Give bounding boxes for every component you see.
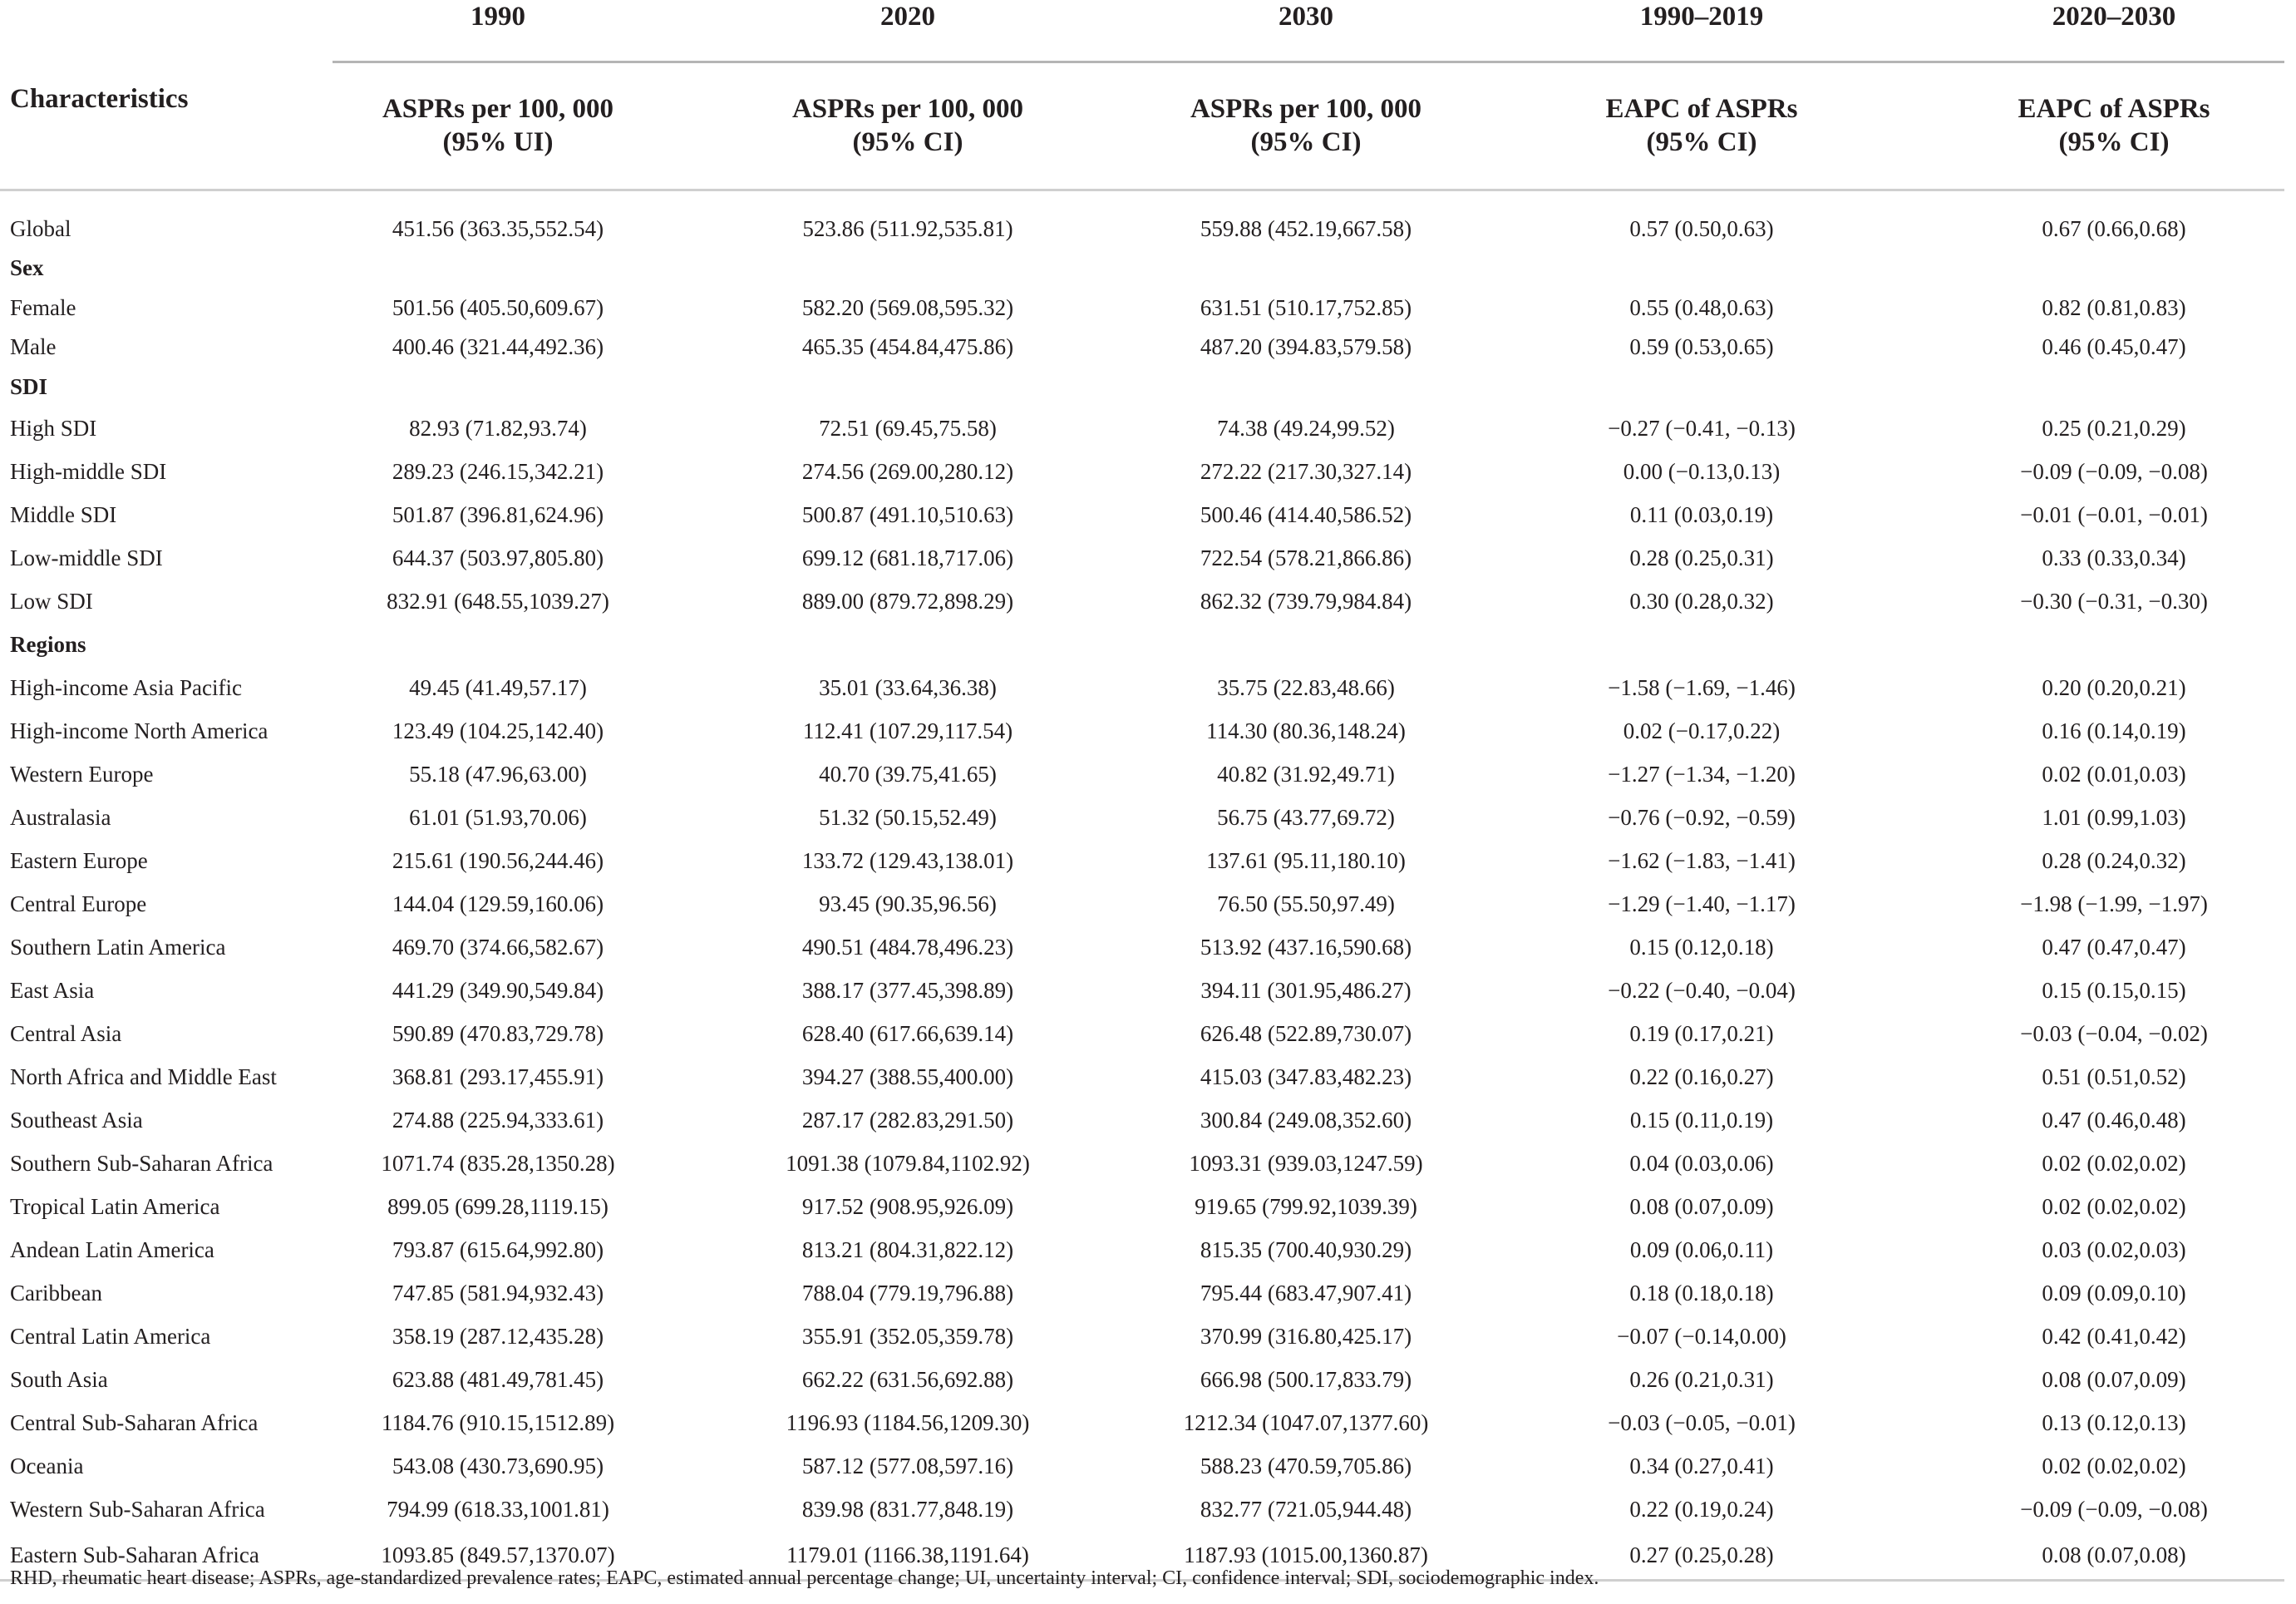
value-cell: −0.09 (−0.09, −0.08) bbox=[2020, 458, 2208, 484]
table-row bbox=[0, 210, 2284, 249]
value-cell: 0.02 (0.01,0.03) bbox=[2042, 761, 2186, 787]
value-cell bbox=[1460, 368, 1944, 407]
row-label: Middle SDI bbox=[10, 501, 117, 527]
value-cell: 451.56 (363.35,552.54) bbox=[392, 215, 604, 241]
value-cell bbox=[663, 623, 1152, 666]
value-cell: 501.56 (405.50,609.67) bbox=[392, 294, 604, 320]
value-cell bbox=[663, 368, 1152, 407]
value-cell: 300.84 (249.08,352.60) bbox=[1200, 1107, 1412, 1133]
value-cell: 559.88 (452.19,667.58) bbox=[1200, 215, 1412, 241]
value-cell: 0.46 (0.45,0.47) bbox=[2042, 334, 2186, 360]
row-label: Oceania bbox=[10, 1453, 84, 1478]
value-cell: 0.03 (0.02,0.03) bbox=[2042, 1236, 2186, 1262]
value-cell: −0.27 (−0.41, −0.13) bbox=[1608, 415, 1796, 441]
value-cell: −1.58 (−1.69, −1.46) bbox=[1608, 674, 1796, 700]
value-cell: 0.26 (0.21,0.31) bbox=[1629, 1366, 1774, 1392]
value-cell: 0.47 (0.46,0.48) bbox=[2042, 1107, 2186, 1133]
row-label: Central Latin America bbox=[10, 1323, 211, 1349]
column-header-line1: ASPRs per 100, 000 bbox=[1190, 94, 1422, 125]
value-cell: 112.41 (107.29,117.54) bbox=[802, 718, 1013, 743]
column-header-line1: EAPC of ASPRs bbox=[1605, 94, 1798, 125]
value-cell: 0.02 (0.02,0.02) bbox=[2042, 1150, 2186, 1176]
table-row bbox=[0, 580, 2284, 623]
table-row bbox=[0, 839, 2284, 882]
value-cell: 0.22 (0.16,0.27) bbox=[1629, 1064, 1774, 1089]
table-row bbox=[0, 289, 2284, 328]
value-cell bbox=[333, 249, 663, 289]
row-label: Andean Latin America bbox=[10, 1236, 214, 1262]
section-label: Regions bbox=[10, 631, 86, 657]
value-cell: 0.13 (0.12,0.13) bbox=[2042, 1409, 2186, 1435]
value-cell: 793.87 (615.64,992.80) bbox=[392, 1236, 604, 1262]
value-cell: 917.52 (908.95,926.09) bbox=[801, 1193, 1014, 1219]
year-header-2020-2030: 2020–2030 bbox=[2052, 2, 2176, 32]
row-label: Central Asia bbox=[10, 1020, 122, 1046]
value-cell: 832.91 (648.55,1039.27) bbox=[387, 588, 609, 614]
value-cell: 0.19 (0.17,0.21) bbox=[1629, 1020, 1774, 1046]
value-cell bbox=[663, 249, 1152, 289]
value-cell: 0.25 (0.21,0.29) bbox=[2042, 415, 2186, 441]
table-row bbox=[0, 753, 2284, 796]
column-header bbox=[333, 62, 663, 190]
value-cell: 0.04 (0.03,0.06) bbox=[1629, 1150, 1774, 1176]
value-cell: 388.17 (377.45,398.89) bbox=[801, 977, 1014, 1003]
table-row bbox=[0, 1098, 2284, 1142]
value-cell: −0.09 (−0.09, −0.08) bbox=[2020, 1496, 2208, 1522]
value-cell: −0.03 (−0.04, −0.02) bbox=[2020, 1020, 2208, 1046]
column-header-row bbox=[0, 62, 2284, 190]
row-label: Australasia bbox=[10, 804, 111, 830]
value-cell bbox=[1152, 623, 1460, 666]
value-cell: 501.87 (396.81,624.96) bbox=[392, 501, 604, 527]
value-cell: 287.17 (282.83,291.50) bbox=[801, 1107, 1014, 1133]
empty-header-cell bbox=[0, 0, 333, 40]
value-cell: 0.02 (−0.17,0.22) bbox=[1623, 718, 1781, 743]
value-cell: 795.44 (683.47,907.41) bbox=[1200, 1280, 1412, 1305]
value-cell: 61.01 (51.93,70.06) bbox=[409, 804, 587, 830]
value-cell: 72.51 (69.45,75.58) bbox=[819, 415, 997, 441]
value-cell: 358.19 (287.12,435.28) bbox=[392, 1323, 604, 1349]
value-cell: 144.04 (129.59,160.06) bbox=[392, 891, 604, 916]
value-cell: 370.99 (316.80,425.17) bbox=[1200, 1323, 1412, 1349]
value-cell: −0.07 (−0.14,0.00) bbox=[1617, 1323, 1786, 1349]
value-cell: 0.18 (0.18,0.18) bbox=[1629, 1280, 1774, 1305]
table-row bbox=[0, 493, 2284, 536]
year-header-2020: 2020 bbox=[880, 2, 935, 32]
value-cell: 49.45 (41.49,57.17) bbox=[409, 674, 587, 700]
value-cell: 813.21 (804.31,822.12) bbox=[801, 1236, 1014, 1262]
row-label: Western Europe bbox=[10, 761, 154, 787]
value-cell: 1187.93 (1015.00,1360.87) bbox=[1152, 1531, 1460, 1581]
row-label: High-income North America bbox=[10, 718, 269, 743]
value-cell: 0.55 (0.48,0.63) bbox=[1629, 294, 1774, 320]
value-cell: 0.08 (0.07,0.09) bbox=[1629, 1193, 1774, 1219]
value-cell: −1.98 (−1.99, −1.97) bbox=[2020, 891, 2208, 916]
value-cell: 274.56 (269.00,280.12) bbox=[801, 458, 1014, 484]
value-cell: 590.89 (470.83,729.78) bbox=[392, 1020, 604, 1046]
table-footnote: RHD, rheumatic heart disease; ASPRs, age-standardized prevalence rates; EAPC, estimated annual percentage change; UI, uncertainty interval; CI, confidence interval; SDI, sociodemographic index. bbox=[10, 1567, 1599, 1589]
value-cell bbox=[333, 623, 663, 666]
characteristics-header bbox=[0, 62, 333, 190]
value-cell: 628.40 (617.66,639.14) bbox=[801, 1020, 1014, 1046]
column-header bbox=[1152, 62, 1460, 190]
value-cell: 862.32 (739.79,984.84) bbox=[1200, 588, 1412, 614]
value-cell: 114.30 (80.36,148.24) bbox=[1206, 718, 1406, 743]
value-cell: 400.46 (321.44,492.36) bbox=[392, 334, 604, 360]
value-cell: 644.37 (503.97,805.80) bbox=[392, 545, 604, 570]
value-cell: 0.15 (0.15,0.15) bbox=[2042, 977, 2186, 1003]
value-cell: 0.08 (0.07,0.09) bbox=[2042, 1366, 2186, 1392]
value-cell: 0.47 (0.47,0.47) bbox=[2042, 934, 2186, 960]
section-header-row bbox=[0, 623, 2284, 666]
header-divider bbox=[0, 40, 2284, 62]
table-row bbox=[0, 407, 2284, 450]
column-header-line1: Characteristics bbox=[10, 83, 189, 114]
table-row bbox=[0, 1012, 2284, 1055]
table-row bbox=[0, 1271, 2284, 1315]
row-label: Global bbox=[10, 215, 71, 241]
value-cell: 0.42 (0.41,0.42) bbox=[2042, 1323, 2186, 1349]
row-label: Southeast Asia bbox=[10, 1107, 143, 1133]
value-cell: 0.11 (0.03,0.19) bbox=[1629, 501, 1774, 527]
value-cell: 137.61 (95.11,180.10) bbox=[1206, 847, 1406, 873]
row-label: Tropical Latin America bbox=[10, 1193, 220, 1219]
value-cell: 899.05 (699.28,1119.15) bbox=[387, 1193, 608, 1219]
row-label: Eastern Europe bbox=[10, 847, 148, 873]
value-cell: 0.27 (0.25,0.28) bbox=[1460, 1531, 1944, 1581]
value-cell: 0.59 (0.53,0.65) bbox=[1629, 334, 1774, 360]
value-cell: 55.18 (47.96,63.00) bbox=[409, 761, 587, 787]
year-header-row bbox=[0, 0, 2284, 40]
value-cell: 0.16 (0.14,0.19) bbox=[2042, 718, 2186, 743]
row-label: Female bbox=[10, 294, 76, 320]
value-cell: 0.02 (0.02,0.02) bbox=[2042, 1193, 2186, 1219]
value-cell: 355.91 (352.05,359.78) bbox=[801, 1323, 1014, 1349]
row-label: South Asia bbox=[10, 1366, 108, 1392]
value-cell: 788.04 (779.19,796.88) bbox=[801, 1280, 1014, 1305]
table-row bbox=[0, 328, 2284, 368]
value-cell: 0.51 (0.51,0.52) bbox=[2042, 1064, 2186, 1089]
column-header bbox=[1460, 62, 1944, 190]
value-cell: 441.29 (349.90,549.84) bbox=[392, 977, 604, 1003]
value-cell: 662.22 (631.56,692.88) bbox=[801, 1366, 1014, 1392]
value-cell: 1093.31 (939.03,1247.59) bbox=[1189, 1150, 1423, 1176]
table-row bbox=[0, 1488, 2284, 1531]
table-row bbox=[0, 1185, 2284, 1228]
value-cell: 0.00 (−0.13,0.13) bbox=[1623, 458, 1781, 484]
table-row bbox=[0, 1444, 2284, 1488]
row-label: Eastern Sub-Saharan Africa bbox=[0, 1531, 333, 1581]
column-header-line1: EAPC of ASPRs bbox=[2018, 94, 2210, 125]
value-cell: 51.32 (50.15,52.49) bbox=[819, 804, 997, 830]
table-row bbox=[0, 709, 2284, 753]
value-cell: 919.65 (799.92,1039.39) bbox=[1195, 1193, 1417, 1219]
value-cell: 0.33 (0.33,0.34) bbox=[2042, 545, 2186, 570]
value-cell: 35.01 (33.64,36.38) bbox=[819, 674, 997, 700]
value-cell: 490.51 (484.78,496.23) bbox=[801, 934, 1014, 960]
table-row bbox=[0, 666, 2284, 709]
value-cell bbox=[1944, 623, 2284, 666]
value-cell bbox=[1152, 368, 1460, 407]
value-cell: −1.27 (−1.34, −1.20) bbox=[1608, 761, 1796, 787]
value-cell: −1.29 (−1.40, −1.17) bbox=[1608, 891, 1796, 916]
value-cell: 0.02 (0.02,0.02) bbox=[2042, 1453, 2186, 1478]
value-cell: 1091.38 (1079.84,1102.92) bbox=[786, 1150, 1030, 1176]
value-cell: 272.22 (217.30,327.14) bbox=[1200, 458, 1412, 484]
value-cell: 1184.76 (910.15,1512.89) bbox=[381, 1409, 615, 1435]
section-label: Sex bbox=[10, 255, 44, 281]
table-row bbox=[0, 1142, 2284, 1185]
row-label: Central Europe bbox=[10, 891, 147, 916]
row-label: East Asia bbox=[10, 977, 95, 1003]
value-cell: 1.01 (0.99,1.03) bbox=[2042, 804, 2186, 830]
value-cell: 0.08 (0.07,0.08) bbox=[1944, 1531, 2284, 1581]
value-cell: 666.98 (500.17,833.79) bbox=[1200, 1366, 1412, 1392]
row-label: Low-middle SDI bbox=[10, 545, 163, 570]
column-header-line1: ASPRs per 100, 000 bbox=[382, 94, 614, 125]
value-cell: 274.88 (225.94,333.61) bbox=[392, 1107, 604, 1133]
table-row bbox=[0, 450, 2284, 493]
table-row bbox=[0, 1358, 2284, 1401]
table-body bbox=[0, 190, 2284, 1581]
table-row bbox=[0, 536, 2284, 580]
value-cell bbox=[1460, 249, 1944, 289]
row-label: Caribbean bbox=[10, 1280, 102, 1305]
value-cell: 747.85 (581.94,932.43) bbox=[392, 1280, 604, 1305]
value-cell: 56.75 (43.77,69.72) bbox=[1217, 804, 1395, 830]
value-cell: 722.54 (578.21,866.86) bbox=[1200, 545, 1412, 570]
value-cell bbox=[1944, 368, 2284, 407]
value-cell: 40.82 (31.92,49.71) bbox=[1217, 761, 1395, 787]
value-cell: 289.23 (246.15,342.21) bbox=[392, 458, 604, 484]
value-cell: −0.01 (−0.01, −0.01) bbox=[2020, 501, 2208, 527]
value-cell: 626.48 (522.89,730.07) bbox=[1200, 1020, 1412, 1046]
value-cell: 1093.85 (849.57,1370.07) bbox=[333, 1531, 663, 1581]
value-cell: 415.03 (347.83,482.23) bbox=[1200, 1064, 1412, 1089]
year-header-1990: 1990 bbox=[471, 2, 525, 32]
column-header-line2: (95% UI) bbox=[442, 127, 554, 158]
table-row bbox=[0, 1315, 2284, 1358]
value-cell: 0.34 (0.27,0.41) bbox=[1629, 1453, 1774, 1478]
table-row bbox=[0, 882, 2284, 925]
column-header bbox=[663, 62, 1152, 190]
table-row bbox=[0, 796, 2284, 839]
column-header-line2: (95% CI) bbox=[1250, 127, 1362, 158]
value-cell: 889.00 (879.72,898.29) bbox=[801, 588, 1014, 614]
table-row bbox=[0, 1401, 2284, 1444]
row-label: High SDI bbox=[10, 415, 97, 441]
value-cell: 35.75 (22.83,48.66) bbox=[1217, 674, 1395, 700]
value-cell: 500.87 (491.10,510.63) bbox=[801, 501, 1014, 527]
value-cell: 0.15 (0.11,0.19) bbox=[1629, 1107, 1774, 1133]
value-cell: 1179.01 (1166.38,1191.64) bbox=[663, 1531, 1152, 1581]
value-cell: 0.09 (0.09,0.10) bbox=[2042, 1280, 2186, 1305]
value-cell: 513.92 (437.16,590.68) bbox=[1200, 934, 1412, 960]
row-label: Southern Sub-Saharan Africa bbox=[10, 1150, 273, 1176]
value-cell: 588.23 (470.59,705.86) bbox=[1200, 1453, 1412, 1478]
value-cell: 631.51 (510.17,752.85) bbox=[1200, 294, 1412, 320]
value-cell: 123.49 (104.25,142.40) bbox=[392, 718, 604, 743]
column-header-line2: (95% CI) bbox=[1646, 127, 1757, 158]
value-cell: 93.45 (90.35,96.56) bbox=[819, 891, 997, 916]
value-cell: 0.57 (0.50,0.63) bbox=[1629, 215, 1774, 241]
row-label: North Africa and Middle East bbox=[10, 1064, 277, 1089]
value-cell: 623.88 (481.49,781.45) bbox=[392, 1366, 604, 1392]
value-cell: 0.20 (0.20,0.21) bbox=[2042, 674, 2186, 700]
value-cell: 76.50 (55.50,97.49) bbox=[1217, 891, 1395, 916]
value-cell: 815.35 (700.40,930.29) bbox=[1200, 1236, 1412, 1262]
value-cell: 587.12 (577.08,597.16) bbox=[801, 1453, 1014, 1478]
value-cell: 394.27 (388.55,400.00) bbox=[801, 1064, 1014, 1089]
value-cell: −0.76 (−0.92, −0.59) bbox=[1608, 804, 1796, 830]
row-label: Male bbox=[10, 334, 57, 360]
value-cell: −0.30 (−0.31, −0.30) bbox=[2020, 588, 2208, 614]
section-label: SDI bbox=[10, 373, 48, 399]
column-header bbox=[1944, 62, 2284, 190]
value-cell: 794.99 (618.33,1001.81) bbox=[387, 1496, 609, 1522]
table-row bbox=[0, 969, 2284, 1012]
value-cell: 699.12 (681.18,717.06) bbox=[801, 545, 1014, 570]
value-cell: −1.62 (−1.83, −1.41) bbox=[1608, 847, 1796, 873]
value-cell: 82.93 (71.82,93.74) bbox=[409, 415, 587, 441]
column-header-line1: ASPRs per 100, 000 bbox=[791, 94, 1024, 125]
row-label: Western Sub-Saharan Africa bbox=[10, 1496, 265, 1522]
value-cell: 839.98 (831.77,848.19) bbox=[801, 1496, 1014, 1522]
value-cell: 523.86 (511.92,535.81) bbox=[802, 215, 1013, 241]
value-cell: 832.77 (721.05,944.48) bbox=[1200, 1496, 1412, 1522]
value-cell: 0.67 (0.66,0.68) bbox=[2042, 215, 2186, 241]
value-cell: 133.72 (129.43,138.01) bbox=[801, 847, 1014, 873]
value-cell: 543.08 (430.73,690.95) bbox=[392, 1453, 604, 1478]
value-cell: 1196.93 (1184.56,1209.30) bbox=[786, 1409, 1030, 1435]
row-label: High-income Asia Pacific bbox=[10, 674, 242, 700]
value-cell bbox=[1152, 249, 1460, 289]
value-cell: 74.38 (49.24,99.52) bbox=[1217, 415, 1395, 441]
value-cell: 469.70 (374.66,582.67) bbox=[392, 934, 604, 960]
column-header-line2: (95% CI) bbox=[2058, 127, 2170, 158]
row-label: Central Sub-Saharan Africa bbox=[10, 1409, 259, 1435]
value-cell: 487.20 (394.83,579.58) bbox=[1200, 334, 1412, 360]
section-header-row bbox=[0, 368, 2284, 407]
value-cell: 500.46 (414.40,586.52) bbox=[1200, 501, 1412, 527]
table-row bbox=[0, 1055, 2284, 1098]
column-header-line2: (95% CI) bbox=[852, 127, 963, 158]
value-cell: 465.35 (454.84,475.86) bbox=[801, 334, 1014, 360]
value-cell: −0.22 (−0.40, −0.04) bbox=[1608, 977, 1796, 1003]
year-header-2030: 2030 bbox=[1279, 2, 1333, 32]
table-row bbox=[0, 925, 2284, 969]
value-cell: 0.28 (0.24,0.32) bbox=[2042, 847, 2186, 873]
value-cell: 0.82 (0.81,0.83) bbox=[2042, 294, 2186, 320]
value-cell: 215.61 (190.56,244.46) bbox=[392, 847, 604, 873]
year-header-1990-2019: 1990–2019 bbox=[1639, 2, 1764, 32]
value-cell: 582.20 (569.08,595.32) bbox=[801, 294, 1014, 320]
value-cell: 0.09 (0.06,0.11) bbox=[1629, 1236, 1774, 1262]
row-label: Southern Latin America bbox=[10, 934, 226, 960]
section-header-row bbox=[0, 249, 2284, 289]
row-label: High-middle SDI bbox=[10, 458, 167, 484]
value-cell: 368.81 (293.17,455.91) bbox=[392, 1064, 604, 1089]
value-cell: 0.30 (0.28,0.32) bbox=[1629, 588, 1774, 614]
value-cell: 394.11 (301.95,486.27) bbox=[1200, 977, 1412, 1003]
spacer-row bbox=[0, 190, 2284, 210]
value-cell: −0.03 (−0.05, −0.01) bbox=[1608, 1409, 1796, 1435]
value-cell bbox=[1944, 249, 2284, 289]
value-cell bbox=[333, 368, 663, 407]
value-cell: 0.28 (0.25,0.31) bbox=[1629, 545, 1774, 570]
value-cell: 0.22 (0.19,0.24) bbox=[1629, 1496, 1774, 1522]
value-cell: 40.70 (39.75,41.65) bbox=[819, 761, 997, 787]
value-cell: 1071.74 (835.28,1350.28) bbox=[381, 1150, 615, 1176]
value-cell: 1212.34 (1047.07,1377.60) bbox=[1183, 1409, 1429, 1435]
value-cell: 0.15 (0.12,0.18) bbox=[1629, 934, 1774, 960]
row-label: Low SDI bbox=[10, 588, 93, 614]
value-cell bbox=[1460, 623, 1944, 666]
table-row bbox=[0, 1228, 2284, 1271]
